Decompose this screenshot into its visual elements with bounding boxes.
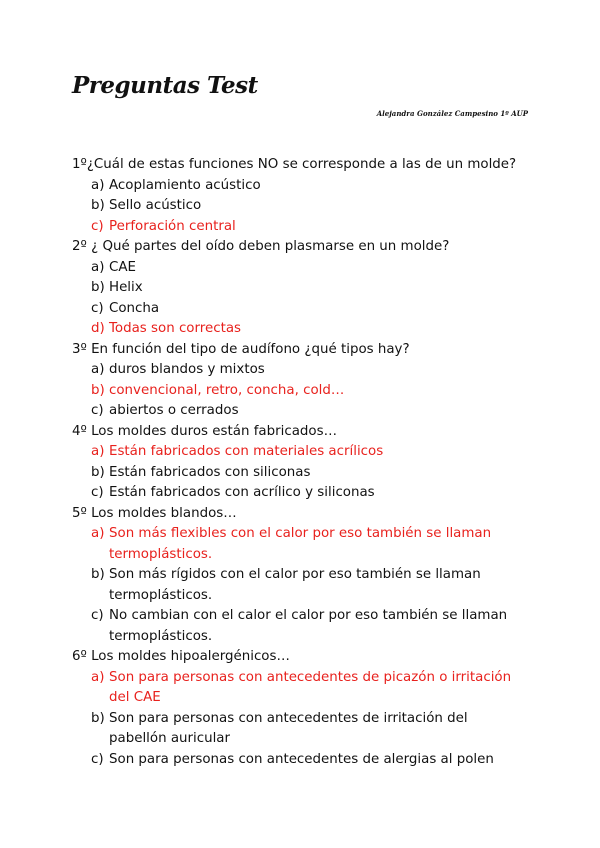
option-text: duros blandos y mixtos	[109, 362, 265, 377]
option-letter: c)	[91, 751, 104, 767]
question-item	[72, 504, 528, 648]
option-item-correct	[72, 524, 528, 565]
option-item	[72, 196, 528, 217]
question-item	[72, 340, 528, 422]
option-text: Concha	[109, 300, 160, 316]
option-text: Todas son correctas	[109, 321, 242, 336]
option-letter: b)	[91, 280, 105, 295]
option-letter: c)	[91, 300, 104, 316]
option-letter: c)	[91, 485, 104, 500]
option-text: Helix	[109, 280, 143, 295]
option-letter: c)	[91, 403, 104, 418]
option-letter: a)	[91, 177, 105, 193]
option-text: abiertos o cerrados	[109, 403, 239, 418]
option-list	[72, 258, 528, 340]
option-text: Son para personas con antecedentes de picazón o irritación del CAE	[109, 669, 512, 705]
option-letter: b)	[91, 198, 105, 213]
option-letter: a)	[91, 669, 105, 685]
author-line: Alejandra González Campesino 1º AUP	[376, 109, 528, 118]
question-text: 4º Los moldes duros están fabricados…	[72, 423, 337, 439]
question-item	[72, 647, 528, 770]
option-letter: d)	[91, 321, 105, 336]
option-letter: b)	[91, 710, 105, 726]
option-letter: a)	[91, 362, 105, 377]
option-text: Están fabricados con materiales acrílicos	[109, 444, 384, 459]
option-text: Son más flexibles con el calor por eso también se llaman termoplásticos.	[109, 526, 492, 562]
option-item-correct	[72, 319, 528, 340]
option-item	[72, 258, 528, 279]
option-letter: b)	[91, 567, 105, 582]
page-title: Preguntas Test	[72, 72, 258, 99]
option-text: Perforación central	[109, 218, 236, 234]
question-text: 5º Los moldes blandos…	[72, 505, 237, 521]
option-item	[72, 463, 528, 484]
option-letter: a)	[91, 259, 105, 275]
option-text: Sello acústico	[109, 198, 202, 213]
option-letter: a)	[91, 526, 105, 541]
option-list	[72, 360, 528, 422]
option-letter: c)	[91, 608, 104, 623]
option-item	[72, 176, 528, 197]
option-text: Son más rígidos con el calor por eso también se llaman termoplásticos.	[109, 567, 481, 603]
option-item	[72, 750, 528, 771]
option-list	[72, 176, 528, 238]
option-letter: c)	[91, 218, 104, 234]
option-text: CAE	[109, 259, 136, 275]
option-letter: a)	[91, 444, 105, 459]
option-text: Acoplamiento acústico	[109, 177, 261, 193]
question-item	[72, 237, 528, 340]
option-item-correct	[72, 381, 528, 402]
option-item	[72, 299, 528, 320]
option-list	[72, 442, 528, 504]
option-text: Están fabricados con siliconas	[109, 464, 311, 480]
option-item	[72, 278, 528, 299]
option-list	[72, 524, 528, 647]
option-text: Están fabricados con acrílico y siliconas	[109, 485, 375, 500]
question-text: 3º En función del tipo de audífono ¿qué tipos hay?	[72, 341, 410, 357]
option-letter: b)	[91, 464, 105, 480]
option-item	[72, 360, 528, 381]
option-item	[72, 401, 528, 422]
option-text: Son para personas con antecedentes de alergias al polen	[109, 751, 494, 767]
option-item	[72, 565, 528, 606]
question-text: 2º ¿ Qué partes del oído deben plasmarse en un molde?	[72, 239, 450, 254]
option-text: Son para personas con antecedentes de irritación del pabellón auricular	[109, 710, 468, 746]
option-list	[72, 668, 528, 771]
option-item-correct	[72, 442, 528, 463]
option-item	[72, 606, 528, 647]
option-letter: b)	[91, 382, 105, 398]
option-item	[72, 483, 528, 504]
option-text: convencional, retro, concha, cold…	[109, 382, 345, 398]
option-text: No cambian con el calor el calor por eso también se llaman termoplásticos.	[109, 608, 508, 644]
question-list	[72, 155, 528, 770]
question-text: 6º Los moldes hipoalergénicos…	[72, 649, 290, 664]
question-text: 1º¿Cuál de estas funciones NO se corresponde a las de un molde?	[72, 157, 517, 172]
question-item	[72, 155, 528, 237]
option-item	[72, 709, 528, 750]
question-item	[72, 422, 528, 504]
option-item-correct	[72, 668, 528, 709]
option-item-correct	[72, 217, 528, 238]
